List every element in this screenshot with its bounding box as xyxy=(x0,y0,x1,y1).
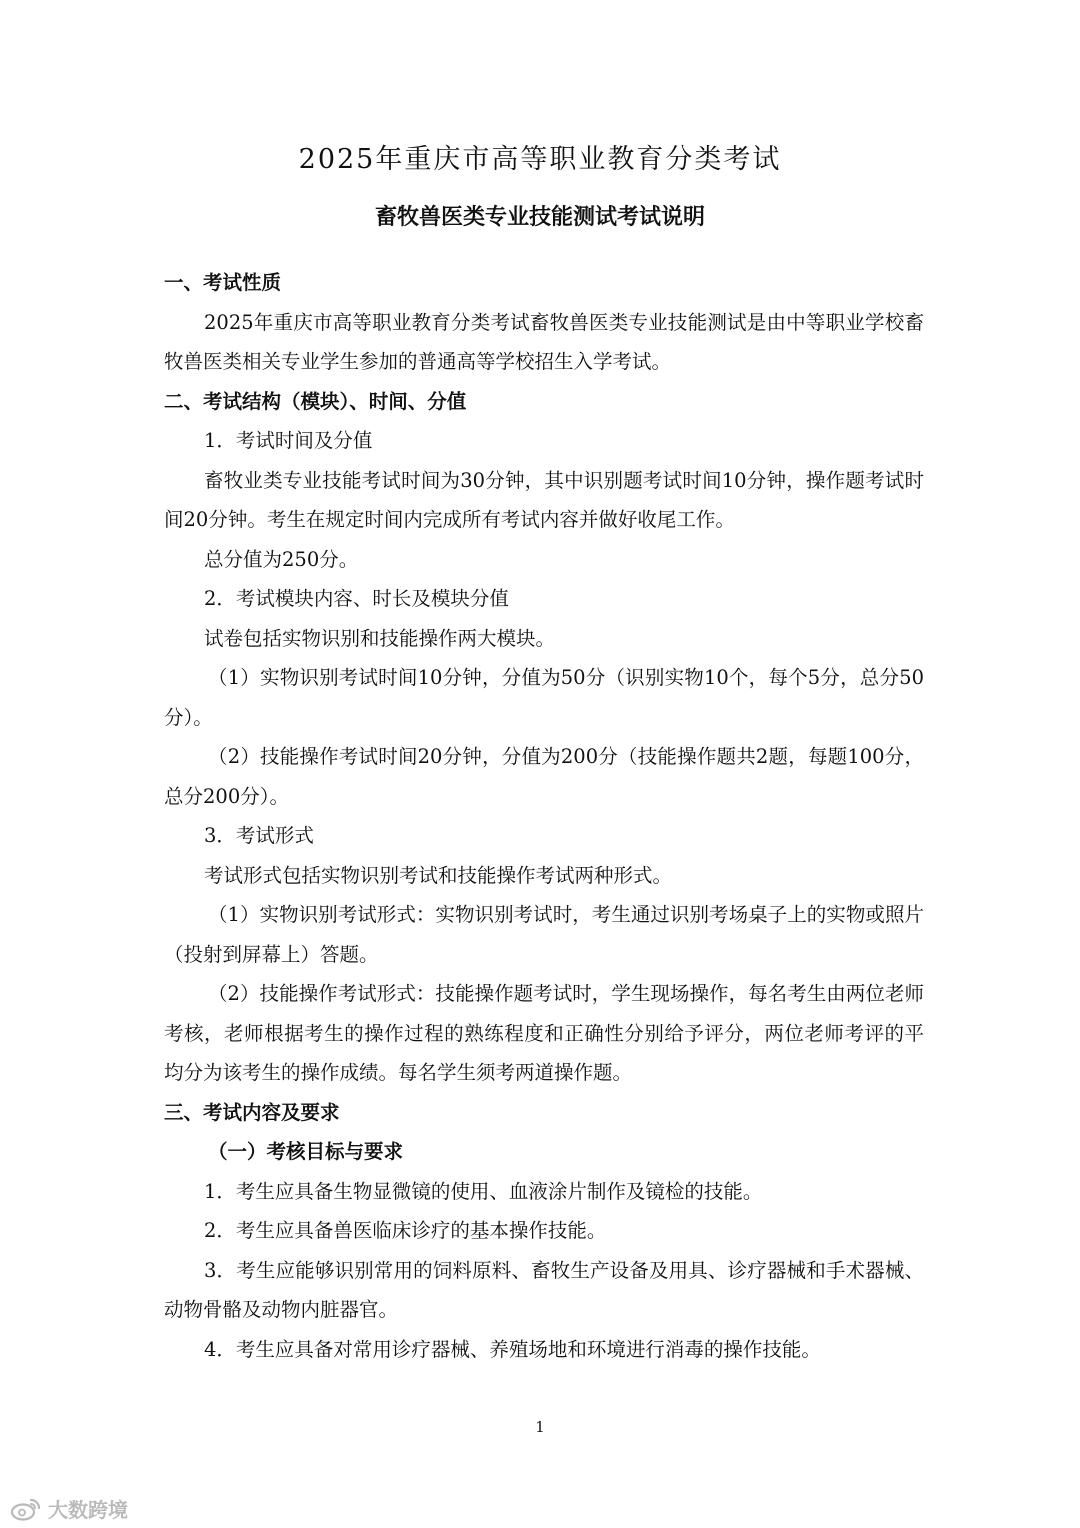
subheading-modules: 2．考试模块内容、时长及模块分值 xyxy=(204,587,509,610)
section-heading-structure: 二、考试结构（模块）、时间、分值 xyxy=(164,389,467,413)
list-item-goal-3: 3．考生应能够识别常用的饲料原料、畜牧生产设备及用具、诊疗器械和手术器械、动物骨骼及动物内脏器官。 xyxy=(164,1258,924,1321)
subheading-time-score: 1．考试时间及分值 xyxy=(204,429,373,452)
document-subtitle: 畜牧兽医类专业技能测试考试说明 xyxy=(374,205,705,230)
paragraph-total-score: 总分值为250分。 xyxy=(204,547,359,571)
section-heading-content: 三、考试内容及要求 xyxy=(164,1100,340,1124)
paragraph-module-identification: （1）实物识别考试时间10分钟，分值为50分（识别实物10个，每个5分，总分50分）。 xyxy=(164,666,924,729)
list-item-goal-1: 1．考生应具备生物显微镜的使用、血液涂片制作及镜检的技能。 xyxy=(204,1179,763,1203)
paragraph-time: 畜牧业类专业技能考试时间为30分钟，其中识别题考试时间10分钟，操作题考试时间20分钟。考生在规定时间内完成所有考试内容并做好收尾工作。 xyxy=(164,468,924,531)
subsection-heading-goals: （一）考核目标与要求 xyxy=(208,1140,404,1163)
weibo-icon xyxy=(10,1497,42,1521)
watermark-text: 大数跨境 xyxy=(48,1498,128,1522)
list-item-goal-2: 2．考生应具备兽医临床诊疗的基本操作技能。 xyxy=(204,1219,607,1242)
document-title: 2025年重庆市高等职业教育分类考试 xyxy=(298,144,782,175)
section-heading-nature: 一、考试性质 xyxy=(164,271,282,294)
paragraph-format-identification: （1）实物识别考试形式：实物识别考试时，考生通过识别考场桌子上的实物或照片（投射到屏幕上）答题。 xyxy=(164,903,924,966)
watermark xyxy=(10,1494,128,1523)
page-number: 1 xyxy=(535,1418,545,1436)
paragraph-module-operation: （2）技能操作考试时间20分钟，分值为200分（技能操作题共2题，每题100分，总分200分）。 xyxy=(164,745,924,808)
paragraph-format: 考试形式包括实物识别考试和技能操作考试两种形式。 xyxy=(204,863,673,887)
paragraph-format-operation: （2）技能操作考试形式：技能操作题考试时，学生现场操作，每名考生由两位老师考核，老师根据考生的操作过程的熟练程度和正确性分别给予评分，两位老师考评的平均分为该考生的操作成绩。每名学生须考两道操作题。 xyxy=(164,982,924,1084)
paragraph-nature: 2025年重庆市高等职业教育分类考试畜牧兽医类专业技能测试是由中等职业学校畜牧兽医类相关专业学生参加的普通高等学校招生入学考试。 xyxy=(164,310,924,373)
paragraph-modules: 试卷包括实物识别和技能操作两大模块。 xyxy=(204,626,556,650)
subheading-format: 3．考试形式 xyxy=(204,824,314,847)
document-body xyxy=(164,263,924,1369)
list-item-goal-4: 4．考生应具备对常用诊疗器械、养殖场地和环境进行消毒的操作技能。 xyxy=(204,1337,821,1361)
